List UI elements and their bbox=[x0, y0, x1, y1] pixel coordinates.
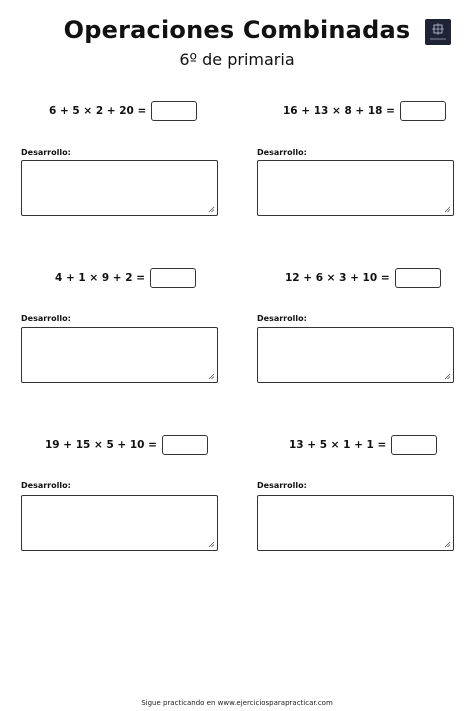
work-area[interactable] bbox=[257, 160, 454, 216]
desarrollo-label: Desarrollo: bbox=[21, 314, 71, 323]
answer-box[interactable] bbox=[400, 101, 446, 121]
resize-grip-icon bbox=[444, 541, 451, 548]
answer-box[interactable] bbox=[150, 268, 196, 288]
resize-grip-icon bbox=[208, 373, 215, 380]
exercise-expression: 12 + 6 × 3 + 10 = bbox=[285, 272, 390, 284]
footer-text: Sigue practicando en www.ejerciciosparapracticar.com bbox=[141, 699, 333, 707]
resize-grip-icon bbox=[444, 206, 451, 213]
answer-box[interactable] bbox=[391, 435, 437, 455]
exercise-1 bbox=[49, 101, 197, 121]
answer-box[interactable] bbox=[395, 268, 441, 288]
work-area[interactable] bbox=[257, 495, 454, 551]
desarrollo-label: Desarrollo: bbox=[257, 314, 307, 323]
work-area[interactable] bbox=[21, 495, 218, 551]
work-area[interactable] bbox=[257, 327, 454, 383]
exercise-expression: 6 + 5 × 2 + 20 = bbox=[49, 105, 147, 117]
resize-grip-icon bbox=[444, 373, 451, 380]
exercise-5 bbox=[45, 435, 208, 455]
exercise-expression: 19 + 15 × 5 + 10 = bbox=[45, 439, 157, 451]
logo-icon bbox=[425, 19, 451, 45]
desarrollo-label: Desarrollo: bbox=[21, 148, 71, 157]
desarrollo-label: Desarrollo: bbox=[257, 481, 307, 490]
work-area[interactable] bbox=[21, 327, 218, 383]
exercise-expression: 4 + 1 × 9 + 2 = bbox=[55, 272, 146, 284]
answer-box[interactable] bbox=[162, 435, 208, 455]
exercise-expression: 16 + 13 × 8 + 18 = bbox=[283, 105, 395, 117]
exercise-3 bbox=[55, 268, 196, 288]
resize-grip-icon bbox=[208, 541, 215, 548]
exercise-2 bbox=[283, 101, 446, 121]
page-subtitle: 6º de primaria bbox=[179, 50, 295, 69]
exercise-expression: 13 + 5 × 1 + 1 = bbox=[289, 439, 387, 451]
exercise-6 bbox=[289, 435, 437, 455]
resize-grip-icon bbox=[208, 206, 215, 213]
desarrollo-label: Desarrollo: bbox=[257, 148, 307, 157]
desarrollo-label: Desarrollo: bbox=[21, 481, 71, 490]
work-area[interactable] bbox=[21, 160, 218, 216]
answer-box[interactable] bbox=[151, 101, 197, 121]
exercise-4 bbox=[285, 268, 441, 288]
page-title: Operaciones Combinadas bbox=[63, 16, 411, 44]
